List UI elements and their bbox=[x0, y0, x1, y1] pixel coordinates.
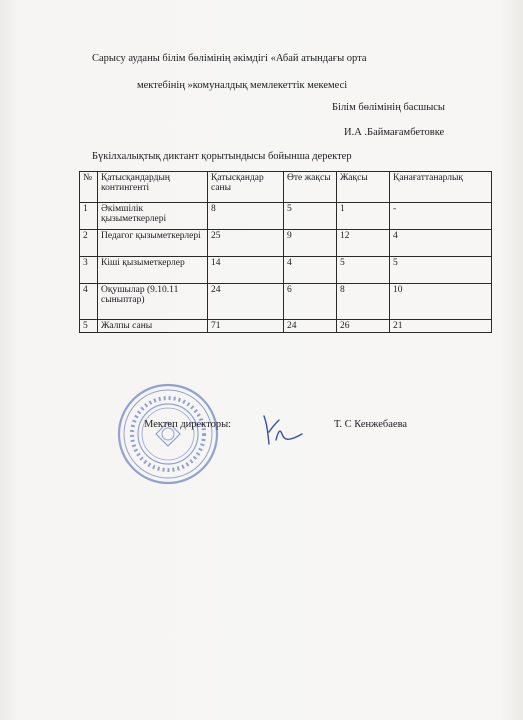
column-header: Өте жақсы bbox=[284, 172, 337, 203]
column-header: Қатысқандар саны bbox=[208, 172, 284, 203]
table-cell: 26 bbox=[337, 320, 390, 333]
table-row bbox=[80, 284, 492, 320]
table-cell: Педагог қызыметкерлері bbox=[98, 230, 208, 257]
results-table bbox=[79, 171, 492, 333]
table-cell: 6 bbox=[284, 284, 337, 320]
table-row bbox=[80, 230, 492, 257]
table-cell: 24 bbox=[208, 284, 284, 320]
document-subject: Бүкілхалықтық диктант қорытындысы бойынша деректер bbox=[92, 151, 352, 162]
director-name: Т. С Кенжебаева bbox=[334, 419, 408, 430]
director-label: Мектеп директоры: bbox=[144, 419, 232, 430]
column-header: Қатысқандардың контингенті bbox=[98, 172, 208, 203]
table-cell: 9 bbox=[284, 230, 337, 257]
column-header: № bbox=[80, 172, 98, 203]
table-cell: 14 bbox=[208, 257, 284, 284]
table-header-row bbox=[80, 172, 492, 203]
table-cell: 8 bbox=[337, 284, 390, 320]
table-cell: 4 bbox=[390, 230, 492, 257]
table-cell: 5 bbox=[80, 320, 98, 333]
table-cell: 24 bbox=[284, 320, 337, 333]
org-line-1: Сарысу ауданы білім бөлімінің әкімдігі «Абай атындағы орта bbox=[92, 53, 367, 64]
column-header: Қанағаттанарлық bbox=[390, 172, 492, 203]
recipient-name: И.А .Баймағамбетовке bbox=[344, 127, 445, 138]
table-cell: 4 bbox=[80, 284, 98, 320]
table-cell: 1 bbox=[80, 203, 98, 230]
table-cell: 25 bbox=[208, 230, 284, 257]
table-cell: 5 bbox=[337, 257, 390, 284]
table-cell: Жалпы саны bbox=[98, 320, 208, 333]
table-cell: 3 bbox=[80, 257, 98, 284]
table-row bbox=[80, 257, 492, 284]
recipient-title: Білім бөлімінің басшысы bbox=[332, 102, 445, 113]
table-cell: Оқушылар (9.10.11 сыныптар) bbox=[98, 284, 208, 320]
table-cell: 71 bbox=[208, 320, 284, 333]
column-header: Жақсы bbox=[337, 172, 390, 203]
table-cell: 21 bbox=[390, 320, 492, 333]
org-line-2: мектебінің »комуналдық мемлекеттік мекемесі bbox=[137, 80, 348, 91]
table-cell: 5 bbox=[284, 203, 337, 230]
signature-icon bbox=[258, 410, 304, 452]
table-cell: 10 bbox=[390, 284, 492, 320]
table-cell: 4 bbox=[284, 257, 337, 284]
table-cell: - bbox=[390, 203, 492, 230]
table-cell: 1 bbox=[337, 203, 390, 230]
table-cell: Әкімшілік қызыметкерлері bbox=[98, 203, 208, 230]
table-row-total bbox=[80, 320, 492, 333]
table-cell: Кіші қызыметкерлер bbox=[98, 257, 208, 284]
table-row bbox=[80, 203, 492, 230]
official-stamp-icon bbox=[116, 382, 220, 486]
table-cell: 5 bbox=[390, 257, 492, 284]
table-cell: 12 bbox=[337, 230, 390, 257]
table-cell: 8 bbox=[208, 203, 284, 230]
table-cell: 2 bbox=[80, 230, 98, 257]
